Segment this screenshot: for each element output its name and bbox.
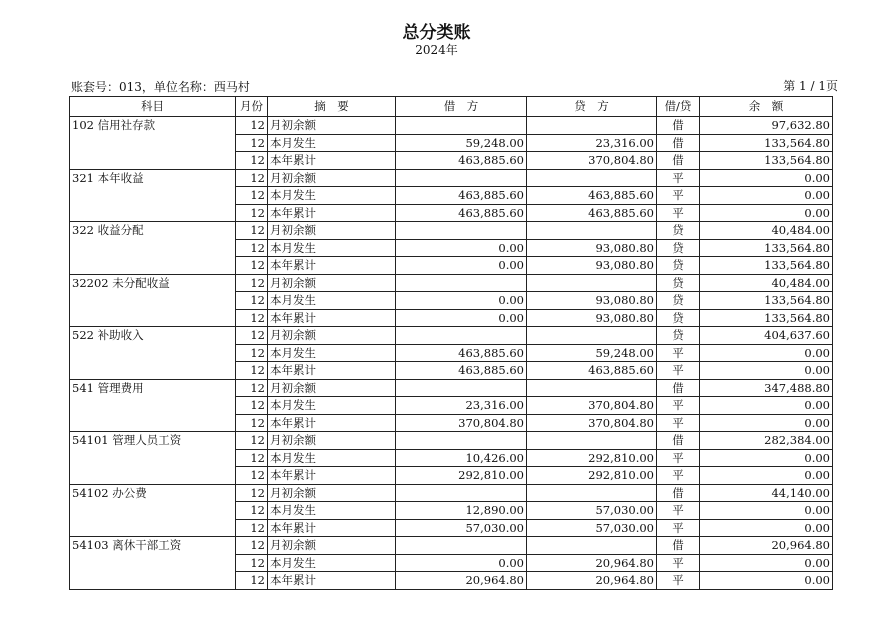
subject-cell-empty [70,572,236,590]
direction-cell: 借 [657,379,700,397]
subject-cell: 54101 管理人员工资 [70,432,236,450]
summary-cell: 本月发生 [268,134,396,152]
direction-cell: 平 [657,502,700,520]
month-cell: 12 [236,397,268,415]
credit-cell: 20,964.80 [527,572,657,590]
col-header-month: 月份 [236,97,268,117]
month-cell: 12 [236,327,268,345]
table-row [70,239,833,257]
subject-cell: 32202 未分配收益 [70,274,236,292]
debit-cell: 0.00 [396,257,527,275]
direction-cell: 贷 [657,274,700,292]
col-header-summary: 摘 要 [268,97,396,117]
debit-cell: 463,885.60 [396,362,527,380]
subject-cell-empty [70,362,236,380]
debit-cell: 292,810.00 [396,467,527,485]
subject-cell: 322 收益分配 [70,222,236,240]
summary-cell: 本年累计 [268,362,396,380]
debit-cell [396,432,527,450]
table-row [70,274,833,292]
summary-cell: 本年累计 [268,572,396,590]
debit-cell: 463,885.60 [396,344,527,362]
summary-cell: 本年累计 [268,204,396,222]
credit-cell [527,432,657,450]
subject-cell-empty [70,414,236,432]
debit-cell: 0.00 [396,309,527,327]
balance-cell: 133,564.80 [700,292,833,310]
summary-cell: 本月发生 [268,554,396,572]
direction-cell: 借 [657,117,700,135]
debit-cell [396,537,527,555]
month-cell: 12 [236,362,268,380]
direction-cell: 平 [657,397,700,415]
summary-cell: 本月发生 [268,502,396,520]
month-cell: 12 [236,117,268,135]
table-row [70,519,833,537]
credit-cell: 370,804.80 [527,152,657,170]
balance-cell: 133,564.80 [700,239,833,257]
balance-cell: 0.00 [700,572,833,590]
direction-cell: 借 [657,134,700,152]
subject-cell-empty [70,292,236,310]
balance-cell: 0.00 [700,467,833,485]
summary-cell: 月初余额 [268,117,396,135]
subject-cell-empty [70,502,236,520]
balance-cell: 0.00 [700,414,833,432]
account-info: 账套号：013，单位名称：西马村 [71,80,250,94]
subject-cell-empty [70,449,236,467]
credit-cell: 23,316.00 [527,134,657,152]
direction-cell: 贷 [657,292,700,310]
balance-cell: 133,564.80 [700,134,833,152]
page-indicator: 第 1 / 1页 [783,79,838,93]
credit-cell [527,274,657,292]
month-cell: 12 [236,239,268,257]
table-row [70,362,833,380]
balance-cell: 282,384.00 [700,432,833,450]
table-row [70,502,833,520]
debit-cell [396,117,527,135]
debit-cell: 463,885.60 [396,152,527,170]
summary-cell: 本年累计 [268,467,396,485]
summary-cell: 月初余额 [268,379,396,397]
direction-cell: 平 [657,519,700,537]
table-row [70,344,833,362]
month-cell: 12 [236,519,268,537]
direction-cell: 平 [657,344,700,362]
balance-cell: 40,484.00 [700,274,833,292]
credit-cell: 463,885.60 [527,362,657,380]
month-cell: 12 [236,187,268,205]
credit-cell: 57,030.00 [527,502,657,520]
debit-cell: 12,890.00 [396,502,527,520]
table-row [70,432,833,450]
month-cell: 12 [236,222,268,240]
credit-cell: 463,885.60 [527,187,657,205]
balance-cell: 133,564.80 [700,309,833,327]
subject-cell: 522 补助收入 [70,327,236,345]
debit-cell: 0.00 [396,554,527,572]
table-row [70,397,833,415]
subject-cell-empty [70,519,236,537]
balance-cell: 40,484.00 [700,222,833,240]
summary-cell: 本月发生 [268,449,396,467]
subject-cell: 321 本年收益 [70,169,236,187]
direction-cell: 借 [657,484,700,502]
col-header-direction: 借/贷 [657,97,700,117]
balance-cell: 0.00 [700,554,833,572]
summary-cell: 本月发生 [268,239,396,257]
month-cell: 12 [236,274,268,292]
subject-cell: 54103 离休干部工资 [70,537,236,555]
month-cell: 12 [236,204,268,222]
summary-cell: 月初余额 [268,327,396,345]
table-row [70,449,833,467]
col-header-debit: 借 方 [396,97,527,117]
table-row [70,222,833,240]
subject-cell: 54102 办公费 [70,484,236,502]
ledger-table [69,96,833,590]
table-row [70,379,833,397]
month-cell: 12 [236,134,268,152]
subject-cell-empty [70,397,236,415]
subject-cell-empty [70,309,236,327]
table-row [70,484,833,502]
direction-cell: 借 [657,152,700,170]
month-cell: 12 [236,379,268,397]
summary-cell: 本年累计 [268,414,396,432]
balance-cell: 0.00 [700,344,833,362]
credit-cell [527,222,657,240]
table-row [70,117,833,135]
month-cell: 12 [236,572,268,590]
balance-cell: 97,632.80 [700,117,833,135]
debit-cell [396,484,527,502]
subject-cell-empty [70,134,236,152]
debit-cell [396,274,527,292]
month-cell: 12 [236,309,268,327]
credit-cell: 93,080.80 [527,239,657,257]
credit-cell: 93,080.80 [527,292,657,310]
summary-cell: 本年累计 [268,519,396,537]
credit-cell: 20,964.80 [527,554,657,572]
col-header-credit: 贷 方 [527,97,657,117]
debit-cell: 0.00 [396,292,527,310]
credit-cell: 59,248.00 [527,344,657,362]
debit-cell: 23,316.00 [396,397,527,415]
report-year: 2024年 [415,43,458,57]
direction-cell: 平 [657,362,700,380]
debit-cell: 20,964.80 [396,572,527,590]
balance-cell: 133,564.80 [700,257,833,275]
month-cell: 12 [236,537,268,555]
table-row [70,309,833,327]
balance-cell: 0.00 [700,397,833,415]
debit-cell: 370,804.80 [396,414,527,432]
balance-cell: 404,637.60 [700,327,833,345]
subject-cell: 541 管理费用 [70,379,236,397]
credit-cell: 57,030.00 [527,519,657,537]
table-row [70,152,833,170]
credit-cell: 292,810.00 [527,449,657,467]
balance-cell: 0.00 [700,449,833,467]
credit-cell [527,484,657,502]
ledger-body [70,117,833,590]
col-header-balance: 余 额 [700,97,833,117]
subject-cell-empty [70,187,236,205]
summary-cell: 本月发生 [268,187,396,205]
subject-cell-empty [70,344,236,362]
summary-cell: 本年累计 [268,152,396,170]
balance-cell: 20,964.80 [700,537,833,555]
debit-cell: 10,426.00 [396,449,527,467]
table-row [70,134,833,152]
subject-cell: 102 信用社存款 [70,117,236,135]
debit-cell: 57,030.00 [396,519,527,537]
subject-cell-empty [70,467,236,485]
direction-cell: 平 [657,204,700,222]
debit-cell: 463,885.60 [396,187,527,205]
summary-cell: 本月发生 [268,397,396,415]
summary-cell: 月初余额 [268,484,396,502]
month-cell: 12 [236,554,268,572]
credit-cell [527,327,657,345]
subject-cell-empty [70,257,236,275]
balance-cell: 0.00 [700,502,833,520]
summary-cell: 本年累计 [268,309,396,327]
debit-cell [396,327,527,345]
debit-cell [396,222,527,240]
balance-cell: 0.00 [700,187,833,205]
table-row [70,327,833,345]
debit-cell: 463,885.60 [396,204,527,222]
subject-cell-empty [70,204,236,222]
table-row [70,414,833,432]
month-cell: 12 [236,502,268,520]
balance-cell: 0.00 [700,169,833,187]
month-cell: 12 [236,169,268,187]
balance-cell: 0.00 [700,362,833,380]
direction-cell: 贷 [657,327,700,345]
page-title: 总分类账 [402,23,471,43]
balance-cell: 133,564.80 [700,152,833,170]
credit-cell: 93,080.80 [527,309,657,327]
direction-cell: 贷 [657,257,700,275]
summary-cell: 本月发生 [268,344,396,362]
direction-cell: 平 [657,449,700,467]
month-cell: 12 [236,467,268,485]
credit-cell [527,117,657,135]
table-row [70,204,833,222]
balance-cell: 0.00 [700,204,833,222]
direction-cell: 贷 [657,309,700,327]
direction-cell: 贷 [657,222,700,240]
summary-cell: 本月发生 [268,292,396,310]
month-cell: 12 [236,414,268,432]
debit-cell: 59,248.00 [396,134,527,152]
table-row [70,537,833,555]
subject-cell-empty [70,554,236,572]
month-cell: 12 [236,257,268,275]
table-row [70,257,833,275]
credit-cell: 370,804.80 [527,414,657,432]
direction-cell: 借 [657,432,700,450]
balance-cell: 44,140.00 [700,484,833,502]
direction-cell: 平 [657,187,700,205]
balance-cell: 347,488.80 [700,379,833,397]
direction-cell: 平 [657,169,700,187]
credit-cell: 292,810.00 [527,467,657,485]
credit-cell: 370,804.80 [527,397,657,415]
table-row [70,467,833,485]
month-cell: 12 [236,449,268,467]
credit-cell [527,379,657,397]
direction-cell: 平 [657,467,700,485]
summary-cell: 月初余额 [268,537,396,555]
month-cell: 12 [236,152,268,170]
table-row [70,169,833,187]
month-cell: 12 [236,432,268,450]
debit-cell [396,169,527,187]
direction-cell: 平 [657,554,700,572]
debit-cell: 0.00 [396,239,527,257]
balance-cell: 0.00 [700,519,833,537]
credit-cell [527,537,657,555]
summary-cell: 月初余额 [268,169,396,187]
table-row [70,572,833,590]
header-row [70,97,833,117]
table-row [70,554,833,572]
summary-cell: 月初余额 [268,222,396,240]
col-header-subject: 科目 [70,97,236,117]
credit-cell: 463,885.60 [527,204,657,222]
month-cell: 12 [236,292,268,310]
month-cell: 12 [236,344,268,362]
direction-cell: 贷 [657,239,700,257]
table-row [70,187,833,205]
credit-cell [527,169,657,187]
direction-cell: 平 [657,572,700,590]
direction-cell: 借 [657,537,700,555]
table-row [70,292,833,310]
debit-cell [396,379,527,397]
credit-cell: 93,080.80 [527,257,657,275]
summary-cell: 月初余额 [268,274,396,292]
summary-cell: 月初余额 [268,432,396,450]
subject-cell-empty [70,152,236,170]
month-cell: 12 [236,484,268,502]
subject-cell-empty [70,239,236,257]
direction-cell: 平 [657,414,700,432]
summary-cell: 本年累计 [268,257,396,275]
